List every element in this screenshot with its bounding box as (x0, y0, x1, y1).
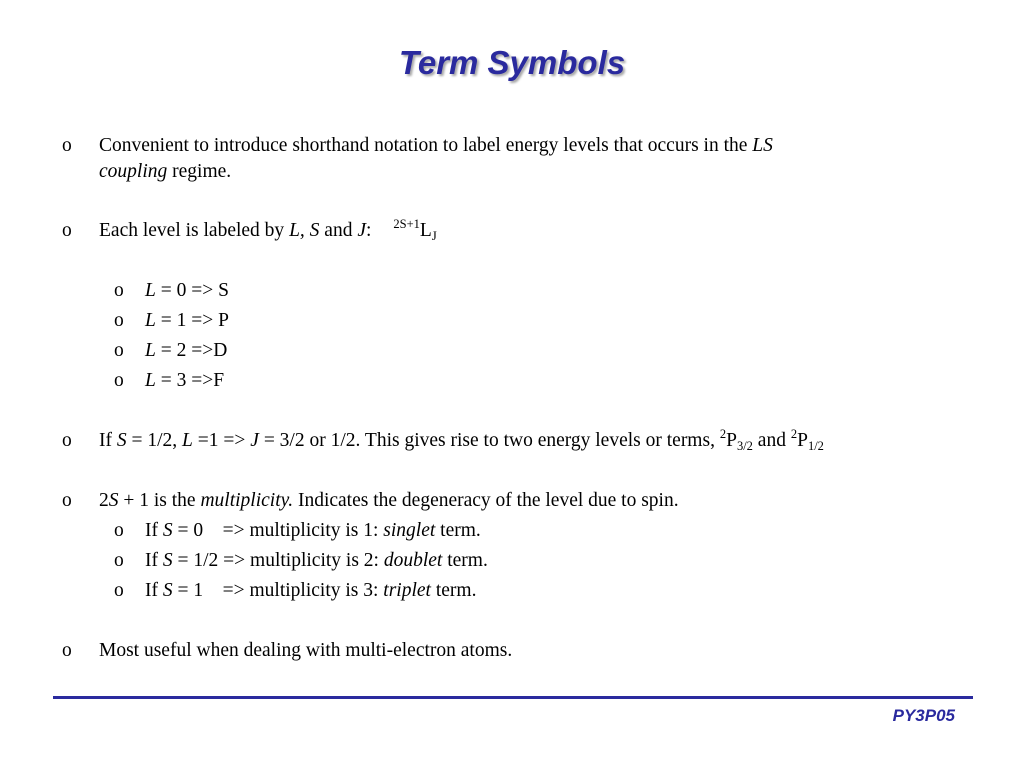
bullet-text: : (365, 220, 372, 241)
bullet-marker: o (62, 640, 72, 661)
term-symbol-base: P (797, 430, 808, 451)
sub-bullet-marker: o (114, 520, 124, 541)
bullet-text: = 0 => multiplicity is 1: (172, 520, 384, 541)
term-symbol-subscript: 1/2 (807, 439, 824, 453)
sub-bullet-marker: o (114, 280, 124, 301)
sub-bullet-marker: o (114, 370, 124, 391)
bullet-text: = 3/2 or 1/2. This gives rise to two energy levels or terms, (258, 430, 720, 451)
bullet-text: and (752, 430, 791, 451)
term-symbol-subscript: 3/2 (736, 439, 753, 453)
bullet-text: = 2 =>D (155, 340, 228, 361)
bullet-text: 2 (99, 490, 109, 511)
bullet-text: =1 => (192, 430, 251, 451)
bullet-text: = 0 => S (155, 280, 229, 301)
emphasis-text: LS (752, 135, 773, 156)
emphasis-text: singlet (383, 520, 436, 541)
variable: S (116, 430, 127, 451)
term-symbol-superscript: 2S+1 (393, 217, 420, 231)
bullet-text: term. (435, 520, 481, 541)
variable: S (162, 520, 173, 541)
bullet-text: = 1/2 => multiplicity is 2: (172, 550, 384, 571)
bullet-text: If (145, 580, 163, 601)
emphasis-text: doublet (383, 550, 443, 571)
bullet-text: Convenient to introduce shorthand notation to label energy levels that occurs in the (99, 135, 753, 156)
variable: L (145, 370, 156, 391)
emphasis-text: L, S (289, 220, 320, 241)
sub-bullet-marker: o (114, 340, 124, 361)
term-symbol-superscript: 2 (719, 427, 727, 441)
bullet-text-two-levels (99, 428, 824, 454)
bullet-marker: o (62, 220, 72, 241)
bullet-text: = 1 => P (155, 310, 229, 331)
variable: S (108, 490, 119, 511)
variable: L (182, 430, 193, 451)
footer-course-code: PY3P05 (892, 706, 955, 725)
variable: L (145, 310, 156, 331)
sub-bullet-l3 (145, 368, 224, 394)
emphasis-text: multiplicity. (200, 490, 294, 511)
sub-bullet-l0 (145, 278, 229, 304)
bullet-text-multi-electron (99, 638, 512, 664)
variable: L (145, 280, 156, 301)
footer-divider (53, 696, 973, 699)
bullet-text: regime. (167, 161, 232, 182)
bullet-marker: o (62, 490, 72, 511)
bullet-text: Each level is labeled by (99, 220, 290, 241)
bullet-text: = 1/2, (126, 430, 183, 451)
bullet-text: and (319, 220, 358, 241)
term-symbol-superscript: 2 (790, 427, 798, 441)
sub-bullet-l1 (145, 308, 229, 334)
bullet-text-ls-coupling (99, 133, 773, 159)
bullet-text: = 1 => multiplicity is 3: (172, 580, 384, 601)
bullet-text: If (99, 430, 117, 451)
sub-bullet-l2 (145, 338, 227, 364)
variable: J (250, 430, 259, 451)
emphasis-text: triplet (383, 580, 431, 601)
term-symbol-base: P (726, 430, 737, 451)
sub-bullet-marker: o (114, 550, 124, 571)
emphasis-text: J (357, 220, 366, 241)
sub-bullet-singlet (145, 518, 481, 544)
bullet-marker: o (62, 135, 72, 156)
bullet-text: + 1 is the (118, 490, 201, 511)
sub-bullet-marker: o (114, 580, 124, 601)
variable: S (162, 550, 173, 571)
bullet-text: Indicates the degeneracy of the level due to spin. (293, 490, 679, 511)
bullet-text-labeling (99, 218, 437, 244)
bullet-marker: o (62, 430, 72, 451)
variable: L (145, 340, 156, 361)
bullet-text: term. (442, 550, 488, 571)
sub-bullet-doublet (145, 548, 488, 574)
bullet-text: = 3 =>F (155, 370, 225, 391)
term-symbol-subscript: J (431, 229, 437, 243)
variable: S (162, 580, 173, 601)
sub-bullet-triplet (145, 578, 476, 604)
bullet-text-ls-coupling-cont (99, 159, 231, 185)
bullet-text-multiplicity (99, 488, 679, 514)
bullet-text: term. (430, 580, 477, 601)
bullet-text: Most useful when dealing with multi-electron atoms. (99, 640, 513, 661)
sub-bullet-marker: o (114, 310, 124, 331)
slide-title: Term Symbols (398, 44, 626, 81)
term-symbol-base: L (419, 220, 432, 241)
emphasis-text: coupling (99, 161, 168, 182)
bullet-text: If (145, 550, 163, 571)
bullet-text: If (145, 520, 163, 541)
